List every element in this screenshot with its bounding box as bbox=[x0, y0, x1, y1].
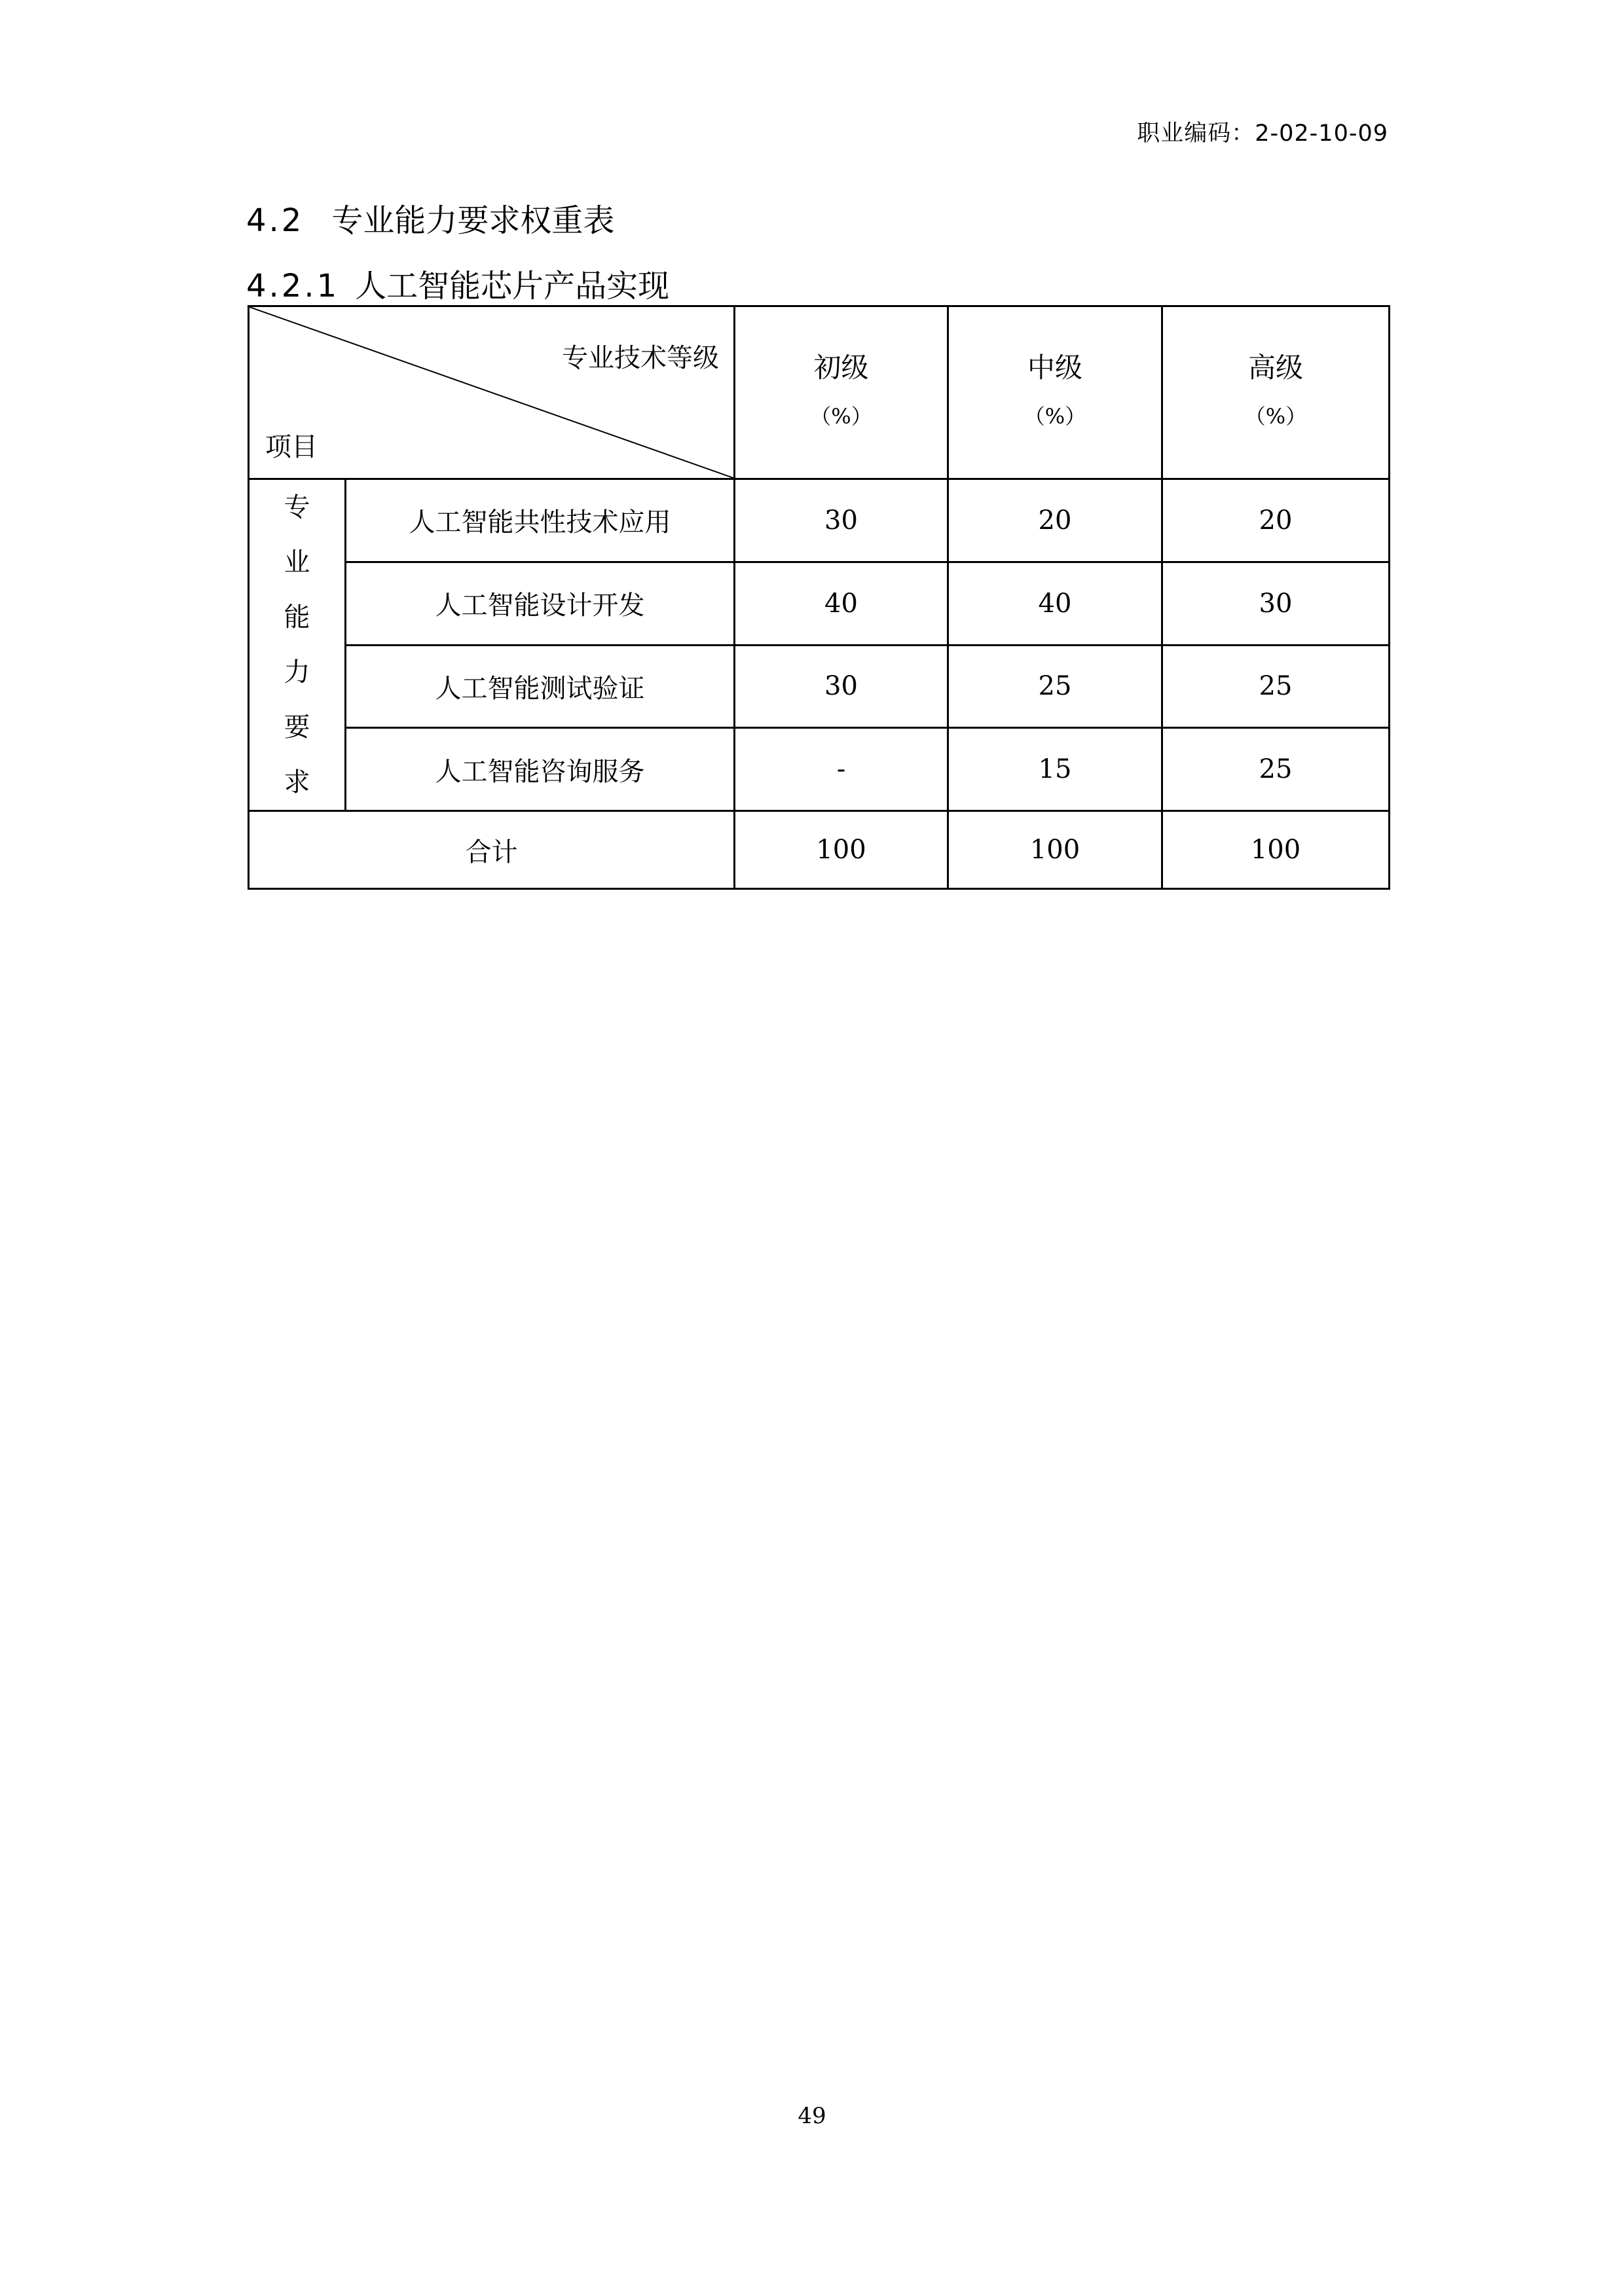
subsection-heading bbox=[246, 261, 669, 306]
corner-diagonal-line bbox=[249, 307, 733, 478]
value-cell: - bbox=[735, 728, 948, 811]
level-unit: （%） bbox=[1244, 403, 1307, 429]
item-cell: 人工智能设计开发 bbox=[346, 562, 735, 645]
weight-table bbox=[248, 305, 1390, 890]
section-heading bbox=[246, 195, 614, 240]
level-header-senior bbox=[1162, 306, 1390, 479]
level-header-intermediate bbox=[948, 306, 1162, 479]
value-cell: 30 bbox=[735, 479, 948, 562]
value-cell: 30 bbox=[735, 645, 948, 728]
value-cell: 20 bbox=[1162, 479, 1390, 562]
value-cell: 20 bbox=[948, 479, 1162, 562]
total-value-cell: 100 bbox=[1162, 811, 1390, 889]
table-header-row bbox=[249, 306, 1390, 479]
value-cell: 25 bbox=[1162, 728, 1390, 811]
table-row bbox=[249, 562, 1390, 645]
total-value-cell: 100 bbox=[948, 811, 1162, 889]
level-name: 高级 bbox=[1247, 351, 1303, 384]
table-corner-cell bbox=[249, 306, 735, 479]
page-number: 49 bbox=[798, 2103, 826, 2129]
subsection-title-text: 人工智能芯片产品实现 bbox=[355, 268, 670, 304]
group-label: 专业能力要求 bbox=[284, 492, 310, 797]
item-cell: 人工智能共性技术应用 bbox=[346, 479, 735, 562]
table-row bbox=[249, 645, 1390, 728]
subsection-number: 4.2.1 bbox=[246, 268, 340, 304]
value-cell: 25 bbox=[1162, 645, 1390, 728]
total-value-cell: 100 bbox=[735, 811, 948, 889]
value-cell: 40 bbox=[735, 562, 948, 645]
corner-item-label: 项目 bbox=[265, 432, 318, 462]
table-row bbox=[249, 479, 1390, 562]
corner-level-label: 专业技术等级 bbox=[562, 343, 719, 373]
group-label-cell bbox=[249, 479, 346, 811]
level-header-junior bbox=[735, 306, 948, 479]
level-name: 中级 bbox=[1027, 351, 1082, 384]
value-cell: 30 bbox=[1162, 562, 1390, 645]
item-cell: 人工智能咨询服务 bbox=[346, 728, 735, 811]
level-unit: （%） bbox=[810, 403, 872, 429]
table-row bbox=[249, 728, 1390, 811]
value-cell: 25 bbox=[948, 645, 1162, 728]
value-cell: 15 bbox=[948, 728, 1162, 811]
value-cell: 40 bbox=[948, 562, 1162, 645]
table-total-row bbox=[249, 811, 1390, 889]
section-title-text: 专业能力要求权重表 bbox=[331, 202, 615, 239]
total-label-cell: 合计 bbox=[249, 811, 735, 889]
item-cell: 人工智能测试验证 bbox=[346, 645, 735, 728]
level-name: 初级 bbox=[813, 351, 869, 384]
occupation-code-header: 职业编码：2-02-10-09 bbox=[1137, 120, 1388, 147]
section-number: 4.2 bbox=[246, 202, 304, 239]
level-unit: （%） bbox=[1024, 403, 1086, 429]
